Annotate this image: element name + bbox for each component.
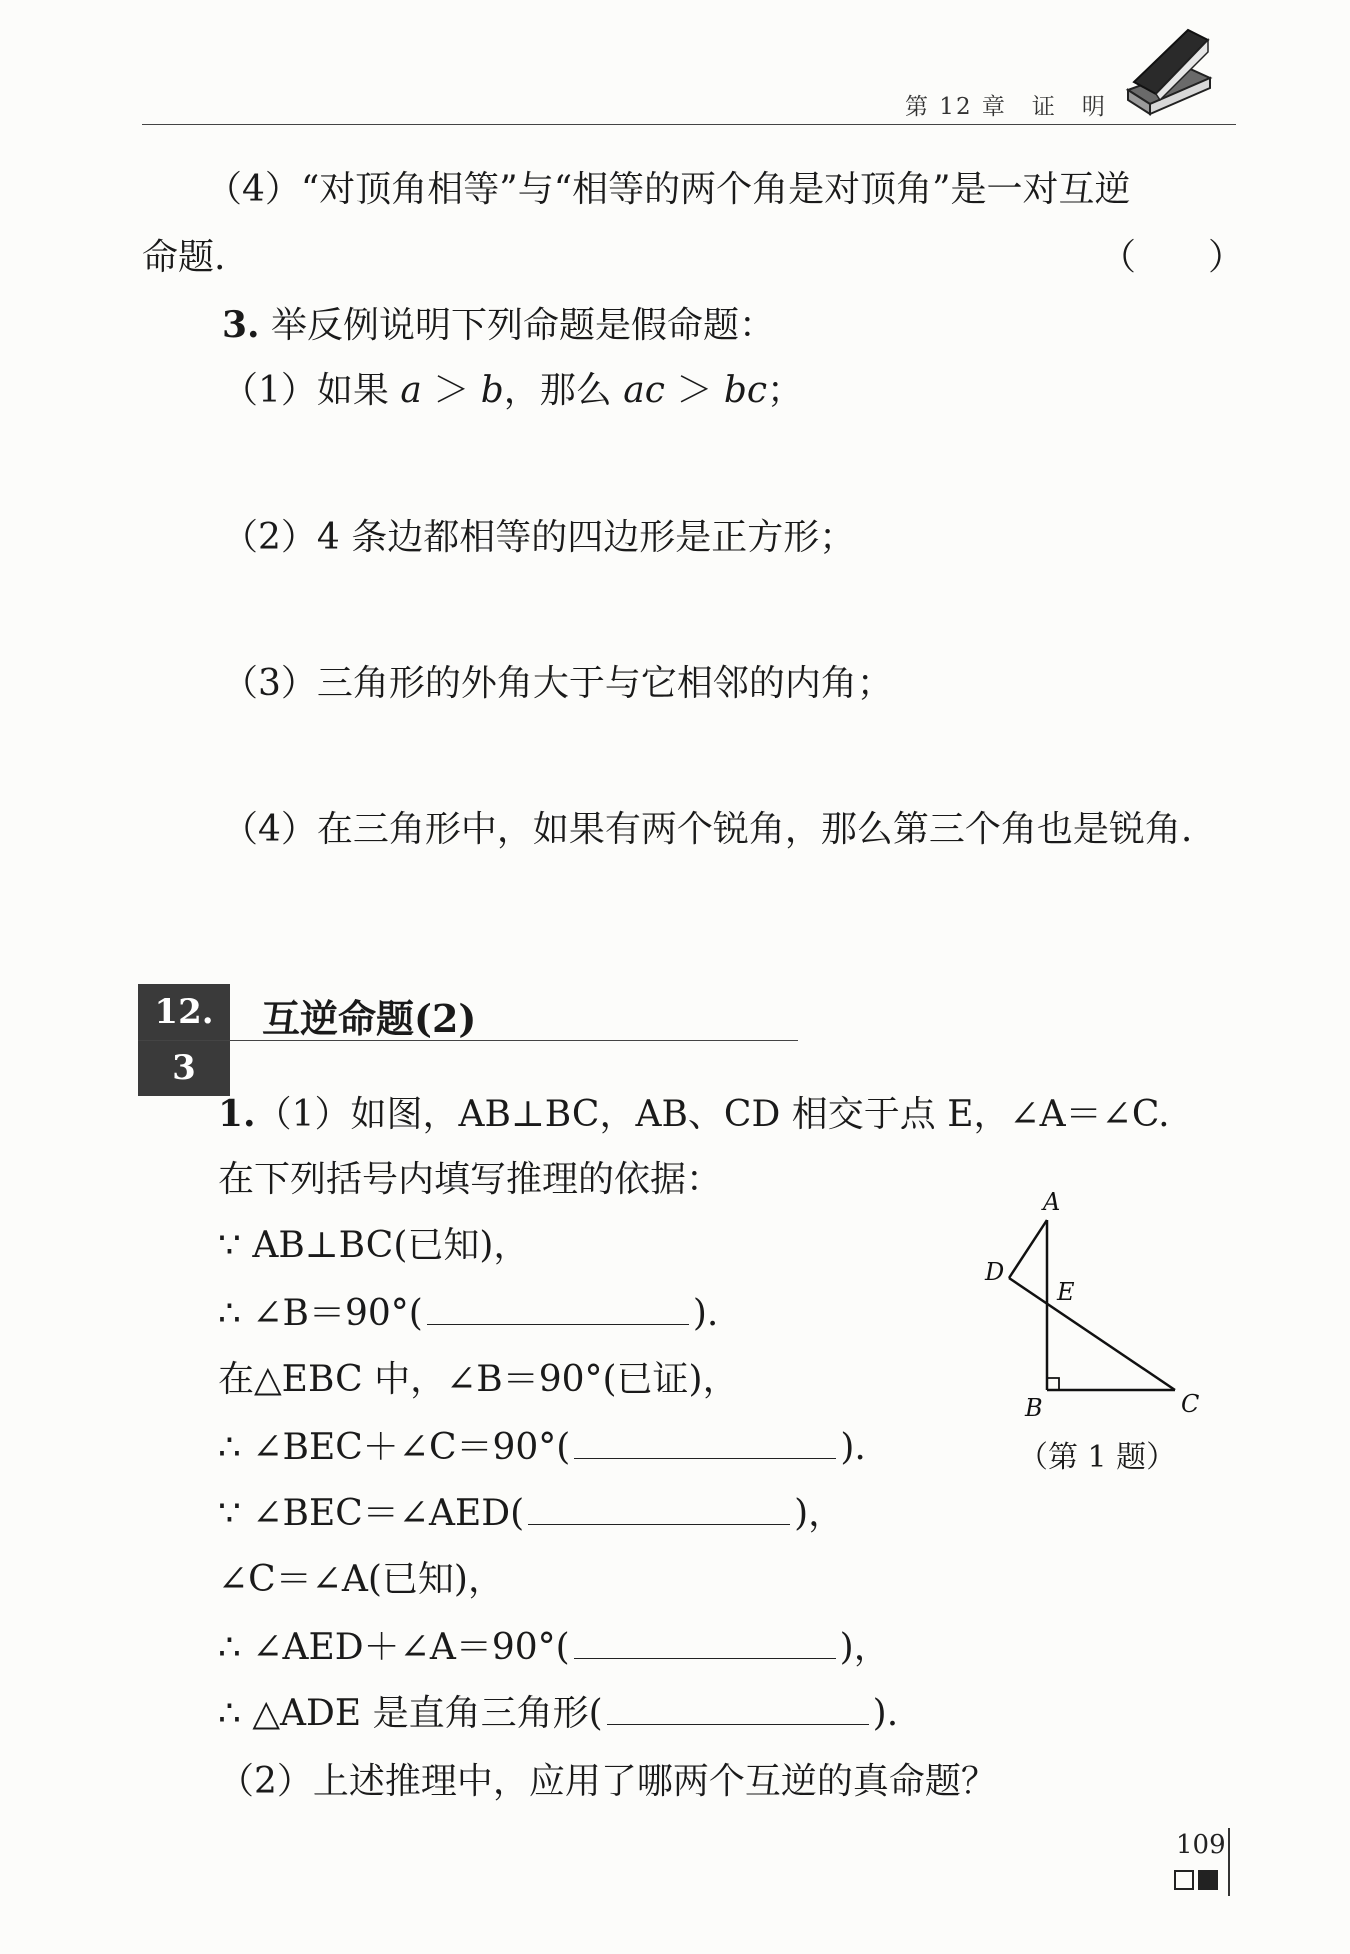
q3-1-gt1: ＞	[433, 370, 470, 411]
step-2	[218, 1292, 718, 1336]
question-3	[222, 303, 775, 348]
q3-1-prefix: （1）如果	[222, 370, 389, 411]
step-7	[218, 1626, 890, 1670]
answer-blank-5[interactable]	[607, 1694, 869, 1725]
label-c: C	[1181, 1390, 1200, 1418]
step-2-post: ).	[692, 1293, 719, 1334]
q3-1-math-ac: ac	[623, 370, 665, 411]
label-d: D	[985, 1258, 1005, 1286]
section-rule	[138, 1040, 798, 1041]
question-3-4: （4）在三角形中，如果有两个锐角，那么第三个角也是锐角.	[222, 809, 1193, 850]
step-5-pre: ∵ ∠BEC＝∠AED(	[218, 1493, 525, 1534]
page-number: 109	[1176, 1830, 1226, 1860]
question-3-number: 3.	[222, 304, 260, 346]
question-3-3: （3）三角形的外角大于与它相邻的内角；	[222, 663, 893, 704]
step-8	[218, 1692, 898, 1736]
step-5	[218, 1492, 844, 1536]
q3-1-gt2: ＞	[676, 370, 713, 411]
step-4	[218, 1426, 866, 1470]
question-3-2: （2）4 条边都相等的四边形是正方形；	[222, 517, 856, 558]
exercise-1-instruction: 在下列括号内填写推理的依据：	[218, 1159, 723, 1200]
item-2-4-line1: （4）“对顶角相等”与“相等的两个角是对顶角”是一对互逆	[206, 169, 1131, 210]
step-6: ∠C＝∠A(已知)，	[218, 1559, 504, 1600]
footer-box-filled	[1198, 1870, 1218, 1890]
step-7-pre: ∴ ∠AED＋∠A＝90°(	[218, 1627, 570, 1668]
header-rule	[142, 124, 1236, 125]
exercise-1-intro-text: （1）如图，AB⊥BC，AB、CD 相交于点 E，∠A＝∠C.	[255, 1094, 1170, 1135]
q3-1-end: ；	[767, 370, 804, 411]
section-number: 12. 3	[138, 984, 230, 1096]
exercise-1-number: 1.	[218, 1093, 256, 1135]
q3-1-math-a: a	[400, 370, 422, 411]
step-5-post: )，	[794, 1493, 845, 1534]
step-8-post: ).	[872, 1693, 899, 1734]
triangle-figure	[975, 1180, 1215, 1420]
question-3-1	[222, 369, 803, 413]
step-2-pre: ∴ ∠B＝90°(	[218, 1293, 423, 1334]
exercise-1-part-2: （2）上述推理中，应用了哪两个互逆的真命题？	[218, 1761, 997, 1802]
question-3-text: 举反例说明下列命题是假命题：	[271, 305, 776, 346]
exercise-1-intro	[218, 1092, 1170, 1137]
label-a: A	[1043, 1188, 1061, 1216]
footer-rule	[1228, 1828, 1230, 1896]
right-angle-mark	[1047, 1378, 1059, 1390]
answer-blank-3[interactable]	[528, 1494, 790, 1525]
step-3: 在△EBC 中，∠B＝90°(已证)，	[218, 1359, 739, 1400]
segment-ad	[1009, 1220, 1047, 1278]
answer-blank-4[interactable]	[574, 1628, 836, 1659]
step-4-pre: ∴ ∠BEC＋∠C＝90°(	[218, 1427, 571, 1468]
step-7-post: )，	[839, 1627, 890, 1668]
answer-bracket: （ ）	[1100, 237, 1245, 278]
step-1: ∵ AB⊥BC(已知)，	[218, 1225, 530, 1266]
footer-box-empty	[1174, 1870, 1194, 1890]
figure-caption: （第 1 题）	[1018, 1440, 1177, 1475]
segment-dc	[1009, 1278, 1175, 1390]
step-8-pre: ∴ △ADE 是直角三角形(	[218, 1693, 603, 1734]
step-4-post: ).	[840, 1427, 866, 1468]
answer-blank-2[interactable]	[574, 1428, 836, 1459]
item-2-4-line2: 命题.	[142, 237, 226, 278]
q3-1-math-bc: bc	[723, 370, 768, 411]
q3-1-math-b: b	[480, 370, 504, 411]
q3-1-mid: ，那么	[503, 370, 612, 411]
label-b: B	[1025, 1394, 1043, 1420]
section-title: 互逆命题(2)	[262, 996, 477, 1041]
label-e: E	[1057, 1278, 1075, 1306]
answer-blank-1[interactable]	[427, 1294, 689, 1325]
chapter-header: 第 12 章 证 明	[905, 94, 1107, 120]
book-icon	[1118, 22, 1218, 117]
